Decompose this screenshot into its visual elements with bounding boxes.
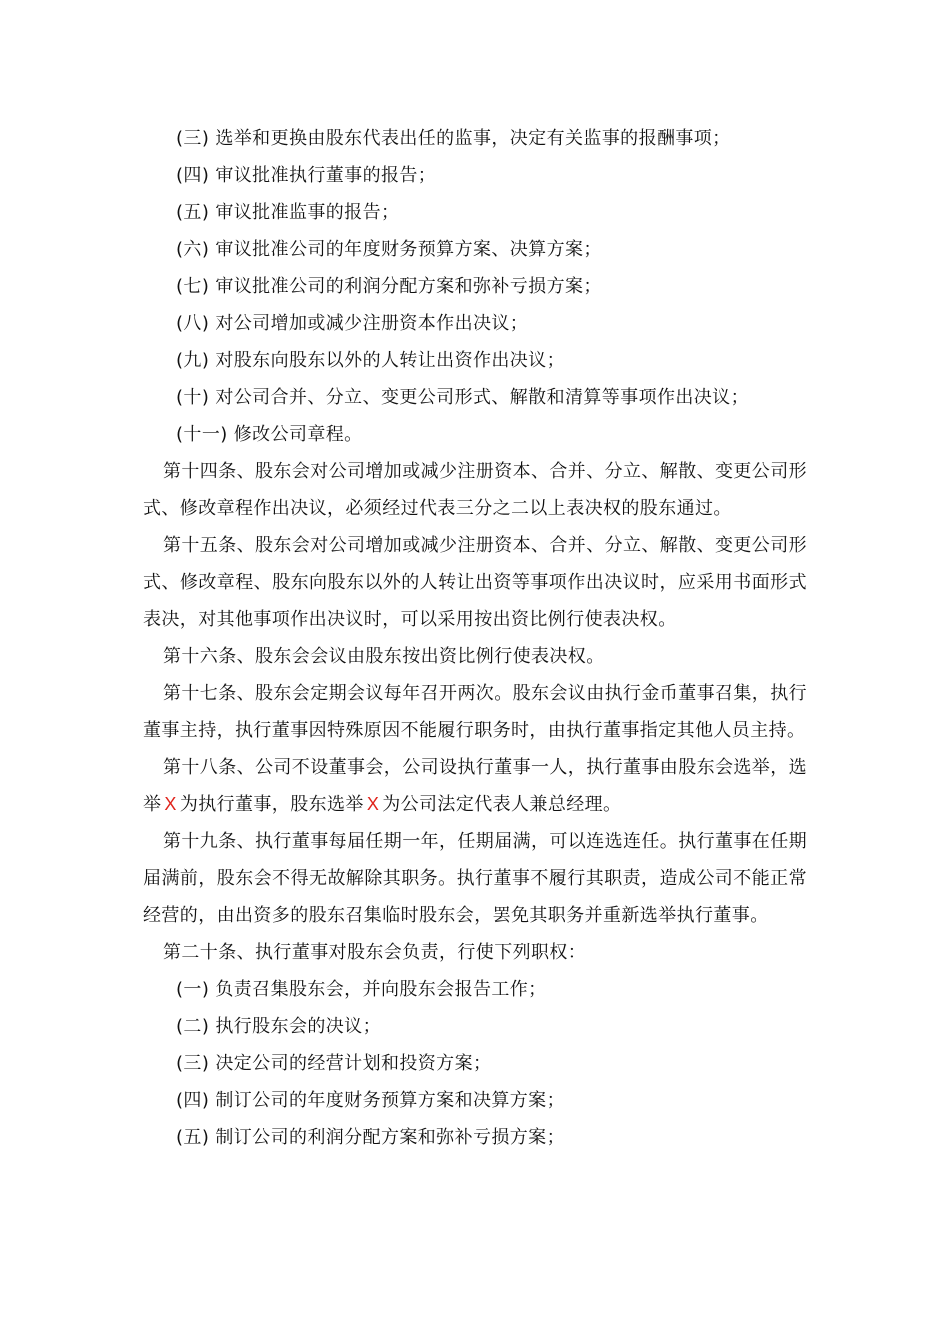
list-item: (三) 决定公司的经营计划和投资方案； [176,1053,492,1074]
article-16: 第十六条、股东会会议由股东按出资比例行使表决权。 [163,646,605,667]
list-item: (二) 执行股东会的决议； [176,1016,381,1037]
list-item: (十一) 修改公司章程。 [176,424,363,445]
list-item: (一) 负责召集股东会，并向股东会报告工作； [176,979,547,1000]
list-item: (八) 对公司增加或减少注册资本作出决议； [176,313,529,334]
article-19: 第十九条、执行董事每届任期一年，任期届满，可以连选连任。执行董事在任期届满前，股东会不得无故解除其职务。执行董事不履行其职责，造成公司不能正常经营的，由出资多的股东召集临时股东会，罢免其职务并重新选举执行董事。 [143,831,807,926]
document-body [143,120,807,1156]
list-item: (六) 审议批准公司的年度财务预算方案、决算方案； [176,239,602,260]
article-18-text-3: 为公司法定代表人兼总经理。 [382,794,622,815]
article-20: 第二十条、执行董事对股东会负责，行使下列职权： [163,942,587,963]
placeholder-mark: X [366,794,380,814]
list-item: (七) 审议批准公司的利润分配方案和弥补亏损方案； [176,276,602,297]
list-item: (四) 审议批准执行董事的报告； [176,165,437,186]
list-item: (九) 对股东向股东以外的人转让出资作出决议； [176,350,565,371]
article-18 [143,749,807,823]
list-item: (五) 制订公司的利润分配方案和弥补亏损方案； [176,1127,565,1148]
article-18-text-2: 为执行董事，股东选举 [179,794,364,815]
list-item: (三) 选举和更换由股东代表出任的监事，决定有关监事的报酬事项； [176,128,731,149]
article-15: 第十五条、股东会对公司增加或减少注册资本、合并、分立、解散、变更公司形式、修改章程、股东向股东以外的人转让出资等事项作出决议时，应采用书面形式表决，对其他事项作出决议时，可以采用按出资比例行使表决权。 [143,535,807,630]
list-item: (五) 审议批准监事的报告； [176,202,400,223]
article-17: 第十七条、股东会定期会议每年召开两次。股东会议由执行金币董事召集，执行董事主持，执行董事因特殊原因不能履行职务时，由执行董事指定其他人员主持。 [143,683,807,741]
article-18-text-1: 第十八条、公司不设董事会，公司设执行董事一人，执行董事由股东会选举，选举 [143,757,807,815]
list-item: (十) 对公司合并、分立、变更公司形式、解散和清算等事项作出决议； [176,387,749,408]
list-item: (四) 制订公司的年度财务预算方案和决算方案； [176,1090,565,1111]
article-14: 第十四条、股东会对公司增加或减少注册资本、合并、分立、解散、变更公司形式、修改章程作出决议，必须经过代表三分之二以上表决权的股东通过。 [143,461,807,519]
placeholder-mark: X [164,794,177,814]
